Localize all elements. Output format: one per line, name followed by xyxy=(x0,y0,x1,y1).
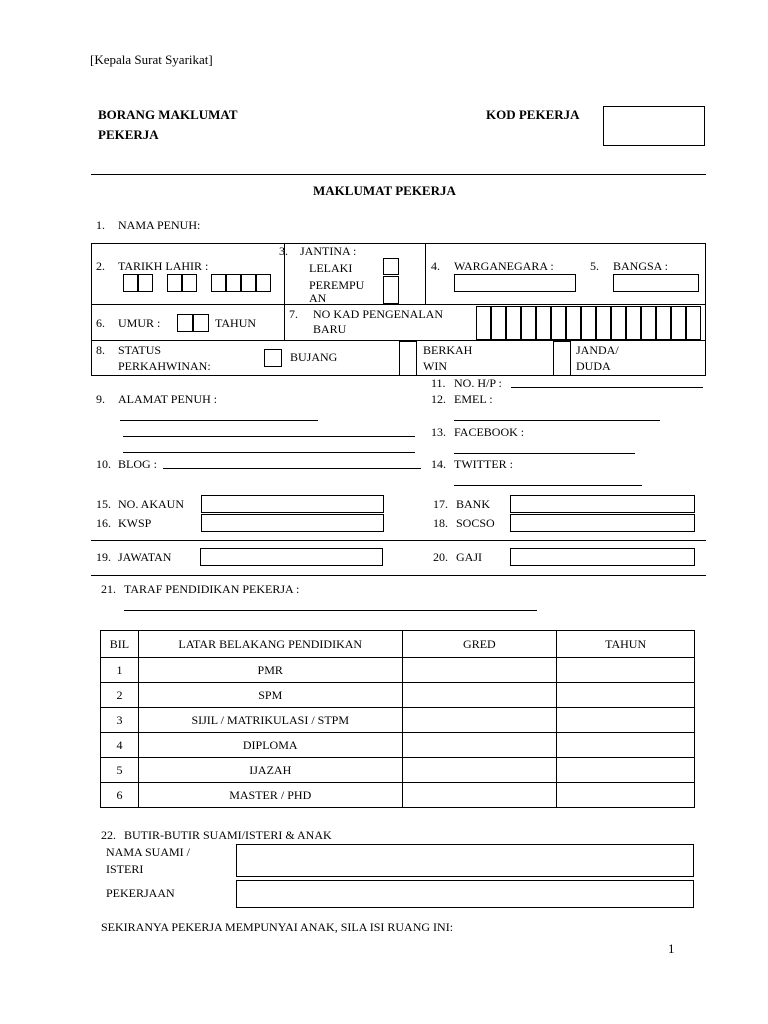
pekerjaan-label: PEKERJAAN xyxy=(106,886,175,900)
gred-cell[interactable] xyxy=(402,733,557,758)
kwsp-input[interactable] xyxy=(201,514,384,532)
form-title-line2: PEKERJA xyxy=(98,127,159,142)
gaji-input[interactable] xyxy=(510,548,695,566)
kod-pekerja-label: KOD PEKERJA xyxy=(486,107,580,122)
tahun-cell[interactable] xyxy=(557,658,695,683)
col-divider xyxy=(425,243,426,305)
janda-duda-checkbox[interactable] xyxy=(553,341,571,376)
row-level: DIPLOMA xyxy=(138,733,402,758)
field-number: 8. xyxy=(96,343,105,357)
education-table xyxy=(100,630,695,808)
ic-digit-box[interactable] xyxy=(521,306,536,340)
table-row xyxy=(101,708,695,733)
tahun-cell[interactable] xyxy=(557,758,695,783)
warganegara-input[interactable] xyxy=(454,274,576,292)
berkahwin-label-cont: WIN xyxy=(423,359,447,373)
perempuan-label-cont: AN xyxy=(309,291,327,305)
spouse-name-label: NAMA SUAMI / xyxy=(106,845,191,859)
kwsp-label: KWSP xyxy=(118,516,152,530)
ic-label: NO KAD PENGENALAN xyxy=(313,307,443,321)
field-number: 11. xyxy=(431,376,446,390)
field-number: 19. xyxy=(96,550,111,564)
facebook-input-line[interactable] xyxy=(454,453,635,454)
bujang-checkbox[interactable] xyxy=(264,349,282,367)
field-number: 17. xyxy=(433,497,448,511)
row-bil: 3 xyxy=(101,708,139,733)
field-number: 15. xyxy=(96,497,111,511)
lelaki-checkbox[interactable] xyxy=(383,258,399,275)
dob-digit-box[interactable] xyxy=(123,274,138,292)
field-number: 4. xyxy=(431,259,440,273)
pendidikan-label: TARAF PENDIDIKAN PEKERJA : xyxy=(124,582,300,596)
dob-digit-box[interactable] xyxy=(226,274,241,292)
ic-digit-box[interactable] xyxy=(506,306,521,340)
alamat-input-line[interactable] xyxy=(123,436,415,437)
gaji-label: GAJI xyxy=(456,550,482,564)
ic-digit-box[interactable] xyxy=(611,306,626,340)
field-number: 21. xyxy=(101,582,116,596)
page-number: 1 xyxy=(668,941,675,956)
field-number: 12. xyxy=(431,392,446,406)
field-number: 22. xyxy=(101,828,116,842)
gred-cell[interactable] xyxy=(402,783,557,808)
field-number: 14. xyxy=(431,457,446,471)
field-number: 9. xyxy=(96,392,105,406)
tahun-cell[interactable] xyxy=(557,708,695,733)
dob-digit-box[interactable] xyxy=(211,274,226,292)
spouse-name-input[interactable] xyxy=(236,844,694,877)
table-row xyxy=(101,758,695,783)
ic-digit-box[interactable] xyxy=(536,306,551,340)
form-title-line1: BORANG MAKLUMAT xyxy=(98,107,238,122)
table-row xyxy=(101,658,695,683)
janda-duda-label: JANDA/ xyxy=(576,343,619,357)
alamat-label: ALAMAT PENUH : xyxy=(118,392,218,406)
bangsa-input[interactable] xyxy=(613,274,699,292)
bank-label: BANK xyxy=(456,497,491,511)
row-bil: 5 xyxy=(101,758,139,783)
umur-label: UMUR : xyxy=(118,316,161,330)
row-bil: 6 xyxy=(101,783,139,808)
socso-input[interactable] xyxy=(510,514,695,532)
header-gred: GRED xyxy=(402,631,557,658)
field-number: 18. xyxy=(433,516,448,530)
perempuan-label: PEREMPU xyxy=(309,278,365,292)
field-number: 13. xyxy=(431,425,446,439)
tarikh-lahir-label: TARIKH LAHIR : xyxy=(118,259,209,273)
perempuan-checkbox[interactable] xyxy=(383,276,399,304)
umur-digit-box[interactable] xyxy=(193,314,209,332)
field-number: 5. xyxy=(590,259,599,273)
ic-digit-box[interactable] xyxy=(641,306,656,340)
alamat-input-line[interactable] xyxy=(123,452,415,453)
spouse-name-label-cont: ISTERI xyxy=(106,862,144,876)
bank-input[interactable] xyxy=(510,495,695,513)
status-label-cont: PERKAHWINAN: xyxy=(118,359,211,373)
ic-digit-box[interactable] xyxy=(596,306,611,340)
dob-digit-box[interactable] xyxy=(167,274,182,292)
akaun-label: NO. AKAUN xyxy=(118,497,184,511)
umur-digit-box[interactable] xyxy=(177,314,193,332)
field-number: 20. xyxy=(433,550,448,564)
ic-digit-box[interactable] xyxy=(476,306,491,340)
table-row xyxy=(101,683,695,708)
row-level: MASTER / PHD xyxy=(138,783,402,808)
row-level: SIJIL / MATRIKULASI / STPM xyxy=(138,708,402,733)
jantina-label: JANTINA : xyxy=(300,244,357,258)
ic-digit-box[interactable] xyxy=(626,306,641,340)
tahun-label: TAHUN xyxy=(215,316,257,330)
gred-cell[interactable] xyxy=(402,758,557,783)
berkahwin-checkbox[interactable] xyxy=(399,341,417,376)
hp-input-line[interactable] xyxy=(511,387,703,388)
facebook-label: FACEBOOK : xyxy=(454,425,525,439)
section-title: MAKLUMAT PEKERJA xyxy=(313,183,456,198)
row-bil: 2 xyxy=(101,683,139,708)
field-number: 3. xyxy=(279,244,288,258)
tahun-cell[interactable] xyxy=(557,783,695,808)
header-latar: LATAR BELAKANG PENDIDIKAN xyxy=(138,631,402,658)
field-number: 1. xyxy=(96,218,105,232)
akaun-input[interactable] xyxy=(201,495,384,513)
field-number: 16. xyxy=(96,516,111,530)
status-label: STATUS xyxy=(118,343,162,357)
dob-digit-box[interactable] xyxy=(241,274,256,292)
row-level: PMR xyxy=(138,658,402,683)
table-header-row xyxy=(101,631,695,658)
ic-digit-box[interactable] xyxy=(551,306,566,340)
blog-input-line[interactable] xyxy=(163,468,421,469)
lelaki-label: LELAKI xyxy=(309,261,353,275)
emel-input-line[interactable] xyxy=(454,420,660,421)
row-bil: 1 xyxy=(101,658,139,683)
divider xyxy=(91,575,706,576)
pekerjaan-input[interactable] xyxy=(236,880,694,908)
bujang-label: BUJANG xyxy=(290,350,338,364)
header-bil: BIL xyxy=(101,631,139,658)
ic-digit-box[interactable] xyxy=(491,306,506,340)
header-tahun: TAHUN xyxy=(557,631,695,658)
kod-pekerja-box[interactable] xyxy=(603,106,705,146)
jawatan-input[interactable] xyxy=(200,548,383,566)
divider-top xyxy=(91,174,706,175)
nama-label: NAMA PENUH: xyxy=(118,218,201,232)
berkahwin-label: BERKAH xyxy=(423,343,473,357)
row-level: IJAZAH xyxy=(138,758,402,783)
ic-digit-box[interactable] xyxy=(566,306,581,340)
divider xyxy=(91,540,706,541)
table-row xyxy=(101,783,695,808)
jawatan-label: JAWATAN xyxy=(118,550,172,564)
ic-digit-box[interactable] xyxy=(656,306,671,340)
field-number: 10. xyxy=(96,457,111,471)
janda-duda-label-cont: DUDA xyxy=(576,359,611,373)
ic-digit-box[interactable] xyxy=(671,306,686,340)
children-note: SEKIRANYA PEKERJA MEMPUNYAI ANAK, SILA ISI RUANG INI: xyxy=(101,920,454,934)
spouse-section-title: BUTIR-BUTIR SUAMI/ISTERI & ANAK xyxy=(124,828,332,842)
letterhead: [Kepala Surat Syarikat] xyxy=(90,52,213,67)
alamat-input-line[interactable] xyxy=(120,420,318,421)
pendidikan-input-line[interactable] xyxy=(124,610,537,611)
hp-label: NO. H/P : xyxy=(454,376,502,390)
row-divider xyxy=(91,304,706,305)
field-number: 7. xyxy=(289,307,298,321)
row-bil: 4 xyxy=(101,733,139,758)
gred-cell[interactable] xyxy=(402,683,557,708)
ic-label-cont: BARU xyxy=(313,322,347,336)
field-number: 6. xyxy=(96,316,105,330)
dob-digit-box[interactable] xyxy=(138,274,153,292)
blog-label: BLOG : xyxy=(118,457,157,471)
tahun-cell[interactable] xyxy=(557,683,695,708)
dob-digit-box[interactable] xyxy=(182,274,197,292)
tahun-cell[interactable] xyxy=(557,733,695,758)
dob-digit-box[interactable] xyxy=(256,274,271,292)
ic-digit-box[interactable] xyxy=(581,306,596,340)
gred-cell[interactable] xyxy=(402,708,557,733)
warganegara-label: WARGANEGARA : xyxy=(454,259,554,273)
bangsa-label: BANGSA : xyxy=(613,259,669,273)
gred-cell[interactable] xyxy=(402,658,557,683)
emel-label: EMEL : xyxy=(454,392,493,406)
field-number: 2. xyxy=(96,259,105,273)
twitter-input-line[interactable] xyxy=(454,485,642,486)
socso-label: SOCSO xyxy=(456,516,495,530)
row-level: SPM xyxy=(138,683,402,708)
twitter-label: TWITTER : xyxy=(454,457,513,471)
ic-digit-box[interactable] xyxy=(686,306,701,340)
table-row xyxy=(101,733,695,758)
